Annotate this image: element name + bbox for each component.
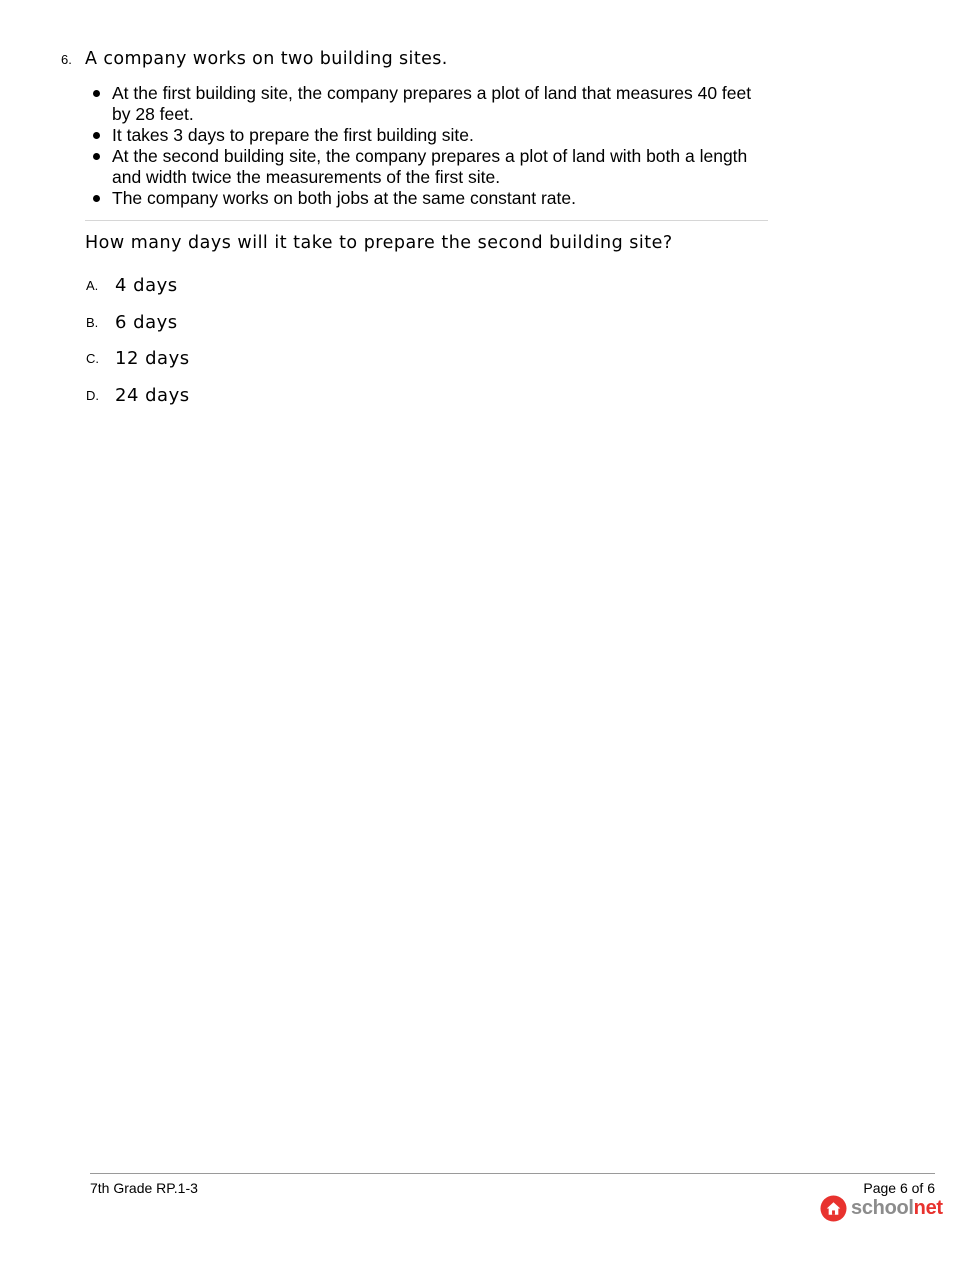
footer-page-number: Page 6 of 6 <box>863 1180 935 1196</box>
choice-text: 24 days <box>115 385 190 406</box>
footer-course-label: 7th Grade RP.1-3 <box>90 1180 198 1196</box>
bullet-item: The company works on both jobs at the same constant rate. <box>85 188 768 209</box>
choice-letter: C. <box>86 351 99 366</box>
question-bullet-list <box>85 83 768 209</box>
question-prompt: How many days will it take to prepare the second building site? <box>85 233 673 253</box>
choice-letter: D. <box>86 388 99 403</box>
footer-divider <box>90 1173 935 1174</box>
choice-text: 6 days <box>115 312 178 333</box>
choice-letter: A. <box>86 278 99 293</box>
bullet-item: It takes 3 days to prepare the first building site. <box>85 125 768 146</box>
house-icon <box>820 1195 847 1222</box>
choice-text: 12 days <box>115 348 190 369</box>
question-intro: A company works on two building sites. <box>85 49 448 69</box>
divider <box>85 220 768 221</box>
logo-text: schoolnet <box>851 1196 943 1219</box>
bullet-item: At the first building site, the company prepares a plot of land that measures 40 feet by 28 feet. <box>85 83 768 125</box>
choice-letter: B. <box>86 315 99 330</box>
choice-text: 4 days <box>115 275 178 296</box>
question-number: 6. <box>61 52 72 67</box>
bullet-item: At the second building site, the company prepares a plot of land with both a length and width twice the measurements of the first site. <box>85 146 768 188</box>
schoolnet-logo <box>820 1193 943 1223</box>
